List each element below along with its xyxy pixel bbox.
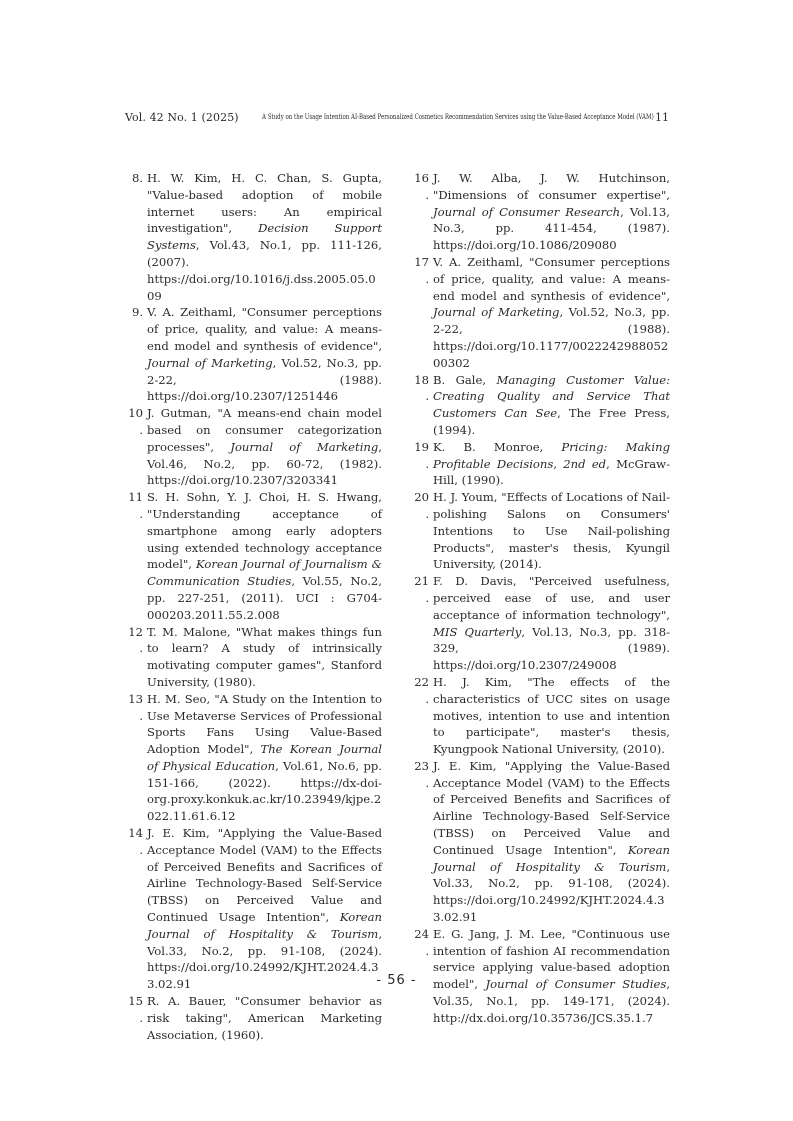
reference-number: 20.: [414, 490, 429, 521]
reference-text: H. J. Kim, "The effects of the characteristics of UCC sites on usage motives, intention to use and intention to participate", master's thesis, Kyungpook National University, (2010).: [433, 674, 670, 757]
reference-text: H. J. Youm, "Effects of Locations of Nail-polishing Salons on Consumers' Intentions to Use Nail-polishing Products", master's thesis, Kyungil University, (2014).: [433, 490, 670, 572]
reference-details: , Vol.61, No.6, pp. 151-166, (2022). https://dx-doi-org.proxy.konkuk.ac.kr/10.23949/kjpe.2022.11.61.6.12: [147, 758, 382, 824]
reference-text: B. Gale,: [433, 372, 497, 387]
reference-details: , McGraw-Hill, (1990).: [433, 456, 670, 488]
reference-details: , Vol.33, No.2, pp. 91-108, (2024). https://doi.org/10.24992/KJHT.2024.4.33.02.91: [433, 859, 670, 925]
reference-number: 9.: [131, 305, 143, 320]
reference-entry: [411, 573, 670, 674]
reference-text: V. A. Zeithaml, "Consumer perceptions of price, quality, and value: A means-end model and synthesis of evidence",: [433, 254, 670, 303]
reference-number: 24.: [414, 926, 429, 958]
reference-entry: [125, 825, 382, 993]
reference-entry: [125, 624, 382, 691]
reference-number: 13.: [128, 691, 143, 723]
reference-text: F. D. Davis, "Perceived usefulness, perceived ease of use, and user acceptance of information technology",: [433, 574, 670, 622]
reference-text: V. A. Zeithaml, "Consumer perceptions of price, quality, and value: A means-end model and synthesis of evidence",: [147, 305, 382, 353]
reference-source-title: Journal of Consumer Research: [433, 204, 621, 219]
reference-number: 10.: [128, 406, 143, 437]
reference-text: J. W. Alba, J. W. Hutchinson, "Dimensions of consumer expertise",: [433, 171, 670, 202]
reference-number: 19.: [414, 439, 429, 471]
reference-entry: [125, 170, 382, 304]
reference-entry: [411, 372, 670, 439]
reference-details: , The Free Press, (1994).: [433, 406, 670, 437]
reference-source-title: Pricing: Making Profitable Decisions, 2nd ed: [433, 439, 670, 471]
reference-entry: [411, 254, 670, 372]
reference-text: S. H. Sohn, Y. J. Choi, H. S. Hwang, "Understanding acceptance of smartphone among early adopters using extended technology acceptance model",: [147, 490, 382, 572]
journal-page-number: 11: [655, 111, 669, 124]
reference-entry: [125, 405, 382, 489]
reference-source-title: Decision Support Systems: [147, 221, 382, 253]
reference-source-title: Journal of Marketing: [147, 355, 273, 370]
reference-text: J. Gutman, "A means-end chain model based on consumer categorization processes",: [147, 406, 382, 454]
reference-text: J. E. Kim, "Applying the Value-Based Acceptance Model (VAM) to the Effects of Perceived Benefits and Sacrifices of Airline Technology-Based Self-Service (TBSS) on Perceived Value and Continued Usage Intention",: [433, 758, 670, 857]
reference-source-title: Journal of Marketing: [433, 305, 560, 320]
reference-details: , Vol.55, No.2, pp. 227-251, (2011). UCI : G704-000203.2011.55.2.008: [147, 574, 382, 622]
reference-text: K. B. Monroe,: [433, 439, 562, 454]
reference-number: 14.: [128, 826, 143, 857]
reference-number: 23.: [414, 758, 429, 790]
reference-entry: [411, 170, 670, 254]
reference-entry: [125, 304, 382, 405]
references-right-column: [411, 170, 670, 1027]
reference-entry: [411, 758, 670, 926]
reference-text: E. G. Jang, J. M. Lee, "Continuous use intention of fashion AI recommendation service applying value-based adoption model",: [433, 926, 670, 992]
reference-number: 22.: [414, 674, 429, 706]
reference-source-title: Journal of Marketing: [230, 439, 379, 454]
reference-details: , Vol.52, No.3, pp. 2-22, (1988). https://doi.org/10.1177/002224298805200302: [433, 305, 670, 370]
reference-number: 17.: [414, 254, 429, 286]
reference-text: H. W. Kim, H. C. Chan, S. Gupta, "Value-based adoption of mobile internet users: An empirical investigation",: [147, 171, 382, 236]
reference-text: J. E. Kim, "Applying the Value-Based Acceptance Model (VAM) to the Effects of Perceived Benefits and Sacrifices of Airline Technology-Based Self-Service (TBSS) on Perceived Value and Continued Usage Intention",: [147, 826, 382, 925]
reference-text: H. M. Seo, "A Study on the Intention to Use Metaverse Services of Professional Sports Fans Using Value-Based Adoption Model",: [147, 691, 382, 757]
reference-number: 18.: [414, 372, 429, 404]
reference-number: 8.: [131, 171, 143, 185]
reference-entry: [125, 691, 382, 825]
reference-source-title: MIS Quarterly: [433, 624, 522, 639]
reference-source-title: Korean Journal of Hospitality & Tourism: [147, 910, 382, 941]
reference-entry: [411, 674, 670, 758]
reference-number: 16.: [414, 171, 429, 202]
reference-source-title: Managing Customer Value: Creating Quality and Service That Customers Can See: [433, 372, 670, 421]
references-left-column: [125, 170, 382, 1043]
reference-text: R. A. Bauer, "Consumer behavior as risk taking", American Marketing Association, (1960).: [147, 994, 382, 1042]
reference-entry: [411, 489, 670, 573]
reference-details: , Vol.52, No.3, pp. 2-22, (1988). https://doi.org/10.2307/1251446: [147, 355, 382, 404]
reference-text: T. M. Malone, "What makes things fun to learn? A study of intrinsically motivating computer games", Stanford University, (1980).: [147, 624, 382, 689]
running-header: [0, 111, 793, 127]
reference-entry: [125, 489, 382, 623]
reference-number: 12.: [128, 624, 143, 656]
reference-number: 15.: [128, 994, 143, 1025]
running-title: A Study on the Usage Intention AI-Based Personalized Cosmetics Recommendation Services using the Value-Based Acceptance Model (VAM): [262, 112, 654, 121]
reference-source-title: The Korean Journal of Physical Education: [147, 742, 382, 773]
reference-details: , Vol.43, No.1, pp. 111-126, (2007). https://doi.org/10.1016/j.dss.2005.05.009: [147, 238, 382, 303]
reference-source-title: Korean Journal of Hospitality & Tourism: [433, 842, 670, 874]
reference-details: , Vol.35, No.1, pp. 149-171, (2024). http://dx.doi.org/10.35736/JCS.35.1.7: [433, 977, 670, 1025]
reference-entry: [411, 439, 670, 489]
reference-details: , Vol.33, No.2, pp. 91-108, (2024). https://doi.org/10.24992/KJHT.2024.4.33.02.91: [147, 926, 382, 992]
reference-details: , Vol.13, No.3, pp. 411-454, (1987). https://doi.org/10.1086/209080: [433, 204, 670, 253]
reference-entry: [125, 993, 382, 1043]
page-footer: - 56 -: [376, 973, 417, 988]
reference-details: , Vol.13, No.3, pp. 318-329, (1989). https://doi.org/10.2307/249008: [433, 624, 671, 673]
journal-volume: Vol. 42 No. 1 (2025): [125, 111, 239, 124]
reference-details: , Vol.46, No.2, pp. 60-72, (1982). https://doi.org/10.2307/3203341: [147, 439, 382, 488]
reference-number: 11.: [128, 490, 143, 521]
reference-source-title: Journal of Consumer Studies: [485, 977, 667, 992]
reference-number: 21.: [414, 574, 429, 605]
reference-source-title: Korean Journal of Journalism & Communication Studies: [147, 557, 382, 589]
